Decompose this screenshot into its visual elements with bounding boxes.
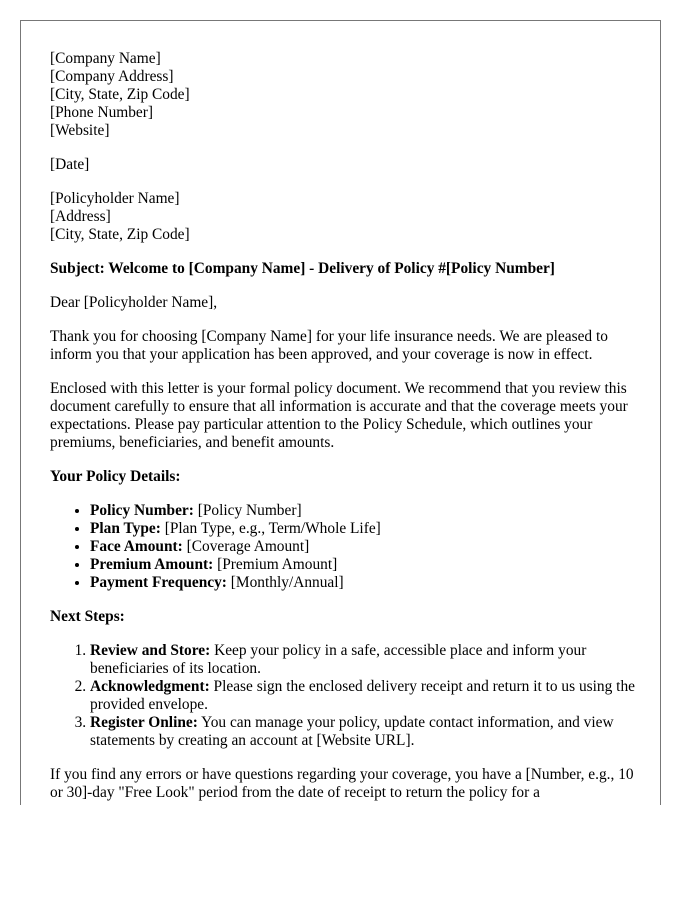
policy-detail-item [90, 538, 650, 556]
policy-detail-value: [Coverage Amount] [182, 538, 310, 555]
policy-detail-value: [Premium Amount] [213, 556, 338, 573]
next-step-text: Please sign the enclosed delivery receipt and return it to us using the provided envelope. [90, 678, 635, 713]
sender-block [50, 50, 650, 140]
policy-detail-value: [Monthly/Annual] [226, 574, 344, 591]
policy-detail-label: Payment Frequency: [90, 574, 227, 591]
recipient-address: [Address] [50, 208, 111, 225]
next-step-text: Keep your policy in a safe, accessible place and inform your beneficiaries of its location. [90, 642, 587, 677]
next-step-item [90, 678, 650, 714]
sender-city-state-zip: [City, State, Zip Code] [50, 86, 190, 103]
next-steps-list [50, 642, 650, 750]
sender-phone: [Phone Number] [50, 104, 154, 121]
policy-detail-label: Face Amount: [90, 538, 183, 555]
letter-date: [Date] [50, 156, 90, 173]
policy-detail-label: Policy Number: [90, 502, 194, 519]
policy-detail-label: Plan Type: [90, 520, 161, 537]
next-steps-heading: Next Steps: [50, 608, 125, 625]
policy-detail-item [90, 502, 650, 520]
policy-detail-label: Premium Amount: [90, 556, 214, 573]
next-step-text: You can manage your policy, update contact information, and view statements by creating an account at [Website URL]. [90, 714, 614, 749]
sender-company-address: [Company Address] [50, 68, 174, 85]
recipient-block [50, 190, 650, 244]
next-step-label: Register Online: [90, 714, 198, 731]
intro-paragraph: Thank you for choosing [Company Name] for your life insurance needs. We are pleased to inform you that your application has been approved, and your coverage is now in effect. [50, 328, 608, 363]
policy-detail-value: [Plan Type, e.g., Term/Whole Life] [160, 520, 381, 537]
closing-paragraph: If you find any errors or have questions regarding your coverage, you have a [Number, e.g., 10 or 30]-day "Free Look" period from the date of receipt to return the policy for a [50, 766, 634, 801]
letter-page [20, 20, 661, 805]
recipient-city-state-zip: [City, State, Zip Code] [50, 226, 190, 243]
next-step-label: Acknowledgment: [90, 678, 210, 695]
policy-detail-item [90, 520, 650, 538]
policy-detail-value: [Policy Number] [193, 502, 302, 519]
salutation: Dear [Policyholder Name], [50, 294, 218, 311]
next-step-item [90, 714, 650, 750]
enclosed-paragraph: Enclosed with this letter is your formal policy document. We recommend that you review this document carefully to ensure that all information is accurate and that the coverage meets your expectations. Please pay particular attention to the Policy Schedule, which outlines your premiums, beneficiaries, and benefit amounts. [50, 380, 628, 451]
sender-company-name: [Company Name] [50, 50, 161, 67]
subject-line: Subject: Welcome to [Company Name] - Delivery of Policy #[Policy Number] [50, 260, 555, 277]
recipient-name: [Policyholder Name] [50, 190, 180, 207]
next-step-label: Review and Store: [90, 642, 211, 659]
sender-website: [Website] [50, 122, 110, 139]
next-step-item [90, 642, 650, 678]
policy-detail-item [90, 574, 650, 592]
letter-body [50, 50, 650, 805]
policy-details-list [50, 502, 650, 592]
policy-detail-item [90, 556, 650, 574]
policy-details-heading: Your Policy Details: [50, 468, 181, 485]
